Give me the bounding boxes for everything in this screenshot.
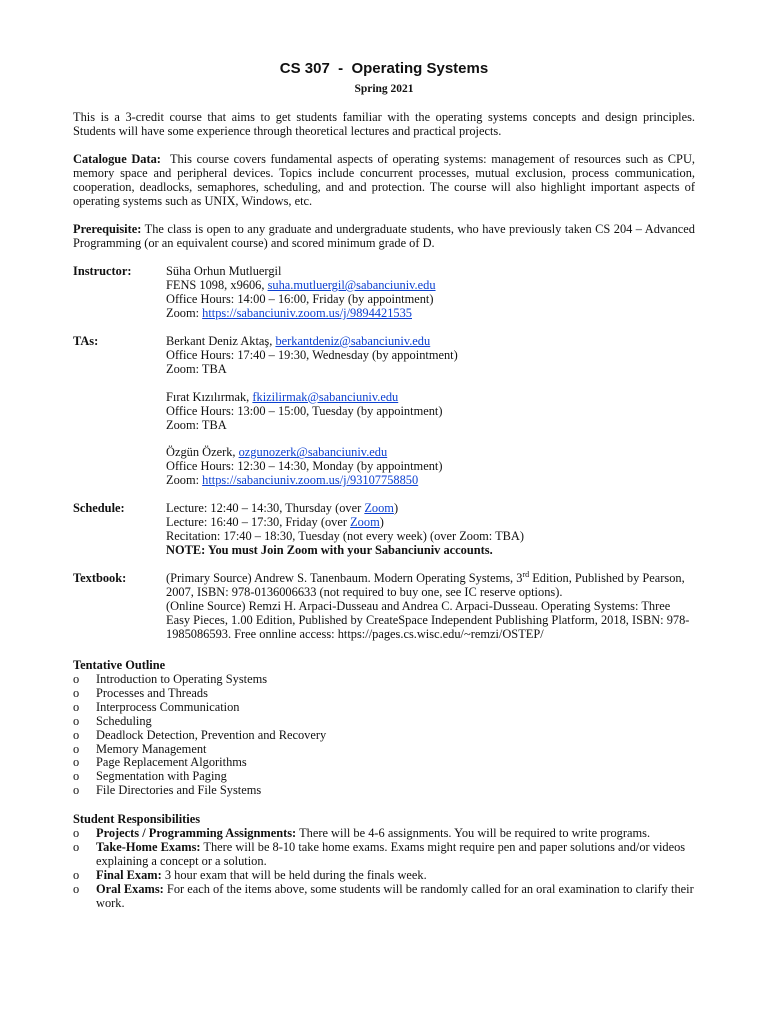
bullet-icon: o	[73, 783, 80, 798]
instructor-hours: Office Hours: 14:00 – 16:00, Friday (by appointment)	[166, 291, 434, 306]
schedule-recitation: Recitation: 17:40 – 18:30, Tuesday (not every week) (over Zoom: TBA)	[166, 528, 525, 543]
ta-2-zoom: Zoom: TBA	[166, 417, 227, 432]
outline-heading: Tentative Outline	[73, 658, 166, 672]
outline-item-text: Interprocess Communication	[96, 699, 240, 714]
bullet-icon: o	[73, 881, 80, 896]
textbook-primary-b: Edition, Published by Pearson, 2007, ISBN: 978-0136006633 (not required to buy one, see IC reserve options).	[166, 571, 685, 599]
list-item	[73, 701, 703, 715]
lecture-1-text: Lecture: 12:40 – 14:30, Thursday (over	[166, 501, 362, 515]
list-item	[73, 841, 703, 869]
list-item	[73, 770, 703, 784]
tas-label: TAs:	[73, 334, 99, 348]
textbook-label: Textbook:	[73, 571, 127, 585]
ta-2-name: Fırat Kızılırmak,	[166, 389, 250, 404]
schedule-lecture-2	[166, 516, 706, 530]
ta-3-zoom	[166, 474, 706, 488]
bullet-icon: o	[73, 741, 80, 756]
outline-list	[73, 673, 703, 798]
list-item	[73, 827, 703, 841]
schedule-note: NOTE: You must Join Zoom with your Sabanciuniv accounts.	[166, 542, 493, 557]
outline-item-text: Memory Management	[96, 741, 207, 756]
bullet-icon: o	[73, 769, 80, 784]
outline-item-text: Segmentation with Paging	[96, 769, 227, 784]
instructor-office	[166, 279, 706, 293]
instructor-label: Instructor:	[73, 264, 132, 278]
ta-spacer	[166, 432, 706, 446]
textbook-primary-sup: rd	[522, 569, 530, 579]
responsibilities-heading: Student Responsibilities	[73, 812, 201, 826]
lecture-1-close: )	[393, 501, 399, 515]
instructor-zoom-label: Zoom:	[166, 305, 200, 320]
ta-1-name: Berkant Deniz Aktaş,	[166, 334, 273, 348]
list-item	[73, 784, 703, 798]
responsibility-text: For each of the items above, some students will be randomly called for an oral examination to clarify their work.	[96, 881, 694, 910]
instructor-office-text: FENS 1098, x9606,	[166, 277, 265, 292]
lecture-2-close: )	[379, 514, 384, 529]
textbook-online: (Online Source) Remzi H. Arpaci-Dusseau and Andrea C. Arpaci-Dusseau. Operating Systems: Three Easy Pieces, 1.00 Edition, Published by CreateSpace Independent Publishing Platform, 2018, ISBN: 978-1985086593. Free onnline access: https://pages.cs.wisc.edu/~remzi/OSTEP/	[166, 598, 690, 641]
bullet-icon: o	[73, 867, 80, 882]
responsibility-text: There will be 4-6 assignments. You will be required to write programs.	[299, 826, 651, 840]
ta-3-contact	[166, 446, 706, 460]
instructor-name: Süha Orhun Mutluergil	[166, 264, 282, 278]
list-item	[73, 869, 703, 883]
bullet-icon: o	[73, 713, 80, 728]
tas-block	[166, 335, 706, 488]
ta-3-zoom-label: Zoom:	[166, 473, 200, 488]
prerequisite-text: The class is open to any graduate and undergraduate students, who have previously taken CS 204 – Advanced Programming (or an equivalent course) and scored minimum grade of D.	[73, 222, 696, 250]
instructor-block	[166, 265, 706, 321]
list-item	[73, 673, 703, 687]
responsibility-label: Projects / Programming Assignments:	[96, 826, 297, 840]
ta-3-name: Özgün Özerk,	[166, 445, 236, 460]
outline-item-text: Introduction to Operating Systems	[96, 672, 268, 686]
instructor-zoom-link[interactable]: https://sabanciuniv.zoom.us/j/9894421535	[202, 305, 412, 320]
outline-item-text: Scheduling	[96, 713, 152, 728]
responsibility-text: There will be 8-10 take home exams. Exams might require pen and paper solutions and/or videos explaining a concept or a solution.	[96, 839, 686, 868]
responsibility-label: Oral Exams:	[96, 881, 164, 896]
bullet-icon: o	[73, 839, 80, 854]
lecture-1-zoom-link[interactable]: Zoom	[364, 501, 394, 515]
responsibilities-list	[73, 827, 703, 910]
intro-paragraph: This is a 3-credit course that aims to get students familiar with the operating systems concepts and design principles. Students will have some experience through theoretical lectures and practical projects.	[73, 110, 695, 138]
lecture-2-text: Lecture: 16:40 – 17:30, Friday (over	[166, 514, 347, 529]
list-item	[73, 687, 703, 701]
ta-spacer	[166, 377, 706, 391]
bullet-icon: o	[73, 685, 80, 700]
outline-item-text: Processes and Threads	[96, 685, 208, 700]
ta-1-contact	[166, 335, 706, 349]
list-item	[73, 756, 703, 770]
bullet-icon: o	[73, 672, 80, 686]
bullet-icon: o	[73, 727, 80, 742]
ta-3-email-link[interactable]: ozgunozerk@sabanciuniv.edu	[238, 445, 388, 460]
ta-1-zoom: Zoom: TBA	[166, 361, 227, 376]
schedule-lecture-1	[166, 502, 706, 516]
outline-item-text: Deadlock Detection, Prevention and Recovery	[96, 727, 327, 742]
course-term: Spring 2021	[354, 83, 414, 95]
ta-2-email-link[interactable]: fkizilirmak@sabanciuniv.edu	[252, 389, 399, 404]
ta-2-contact	[166, 391, 706, 405]
bullet-icon: o	[73, 699, 80, 714]
textbook-primary	[166, 569, 694, 600]
ta-3-hours: Office Hours: 12:30 – 14:30, Monday (by appointment)	[166, 459, 443, 474]
outline-item-text: Page Replacement Algorithms	[96, 755, 247, 770]
course-title: CS 307 - Operating Systems	[279, 60, 489, 77]
ta-2-hours: Office Hours: 13:00 – 15:00, Tuesday (by appointment)	[166, 403, 443, 418]
catalogue-text: This course covers fundamental aspects of operating systems: management of resources such as CPU, memory space and peripheral devices. Topics include concurrent processes, mutual exclusion, process communication, cooperation, deadlocks, semaphores, scheduling, and and protection. The course will also highlight important aspects of operating systems such as UNIX, Windows, etc.	[73, 152, 695, 208]
outline-item-text: File Directories and File Systems	[96, 783, 262, 798]
prerequisite-label: Prerequisite:	[73, 222, 142, 236]
responsibility-text: 3 hour exam that will be held during the finals week.	[164, 867, 427, 882]
list-item	[73, 743, 703, 757]
schedule-block	[166, 502, 706, 558]
ta-3-zoom-link[interactable]: https://sabanciuniv.zoom.us/j/93107758850	[202, 473, 419, 488]
lecture-2-zoom-link[interactable]: Zoom	[350, 514, 380, 529]
instructor-zoom	[166, 307, 706, 321]
ta-1-hours: Office Hours: 17:40 – 19:30, Wednesday (by appointment)	[166, 347, 458, 362]
list-item	[73, 715, 703, 729]
schedule-label: Schedule:	[73, 501, 125, 515]
responsibility-label: Take-Home Exams:	[96, 839, 201, 854]
textbook-block	[166, 569, 694, 642]
list-item	[73, 729, 703, 743]
responsibility-label: Final Exam:	[96, 867, 162, 882]
list-item	[73, 883, 703, 911]
bullet-icon: o	[73, 826, 80, 840]
bullet-icon: o	[73, 755, 80, 770]
catalogue-label: Catalogue Data:	[73, 152, 161, 166]
prerequisite-paragraph	[73, 223, 695, 251]
textbook-primary-a: (Primary Source) Andrew S. Tanenbaum. Modern Operating Systems, 3	[166, 571, 523, 585]
ta-1-email-link[interactable]: berkantdeniz@sabanciuniv.edu	[275, 334, 431, 348]
catalogue-paragraph	[73, 153, 695, 209]
instructor-email-link[interactable]: suha.mutluergil@sabanciuniv.edu	[267, 277, 436, 292]
